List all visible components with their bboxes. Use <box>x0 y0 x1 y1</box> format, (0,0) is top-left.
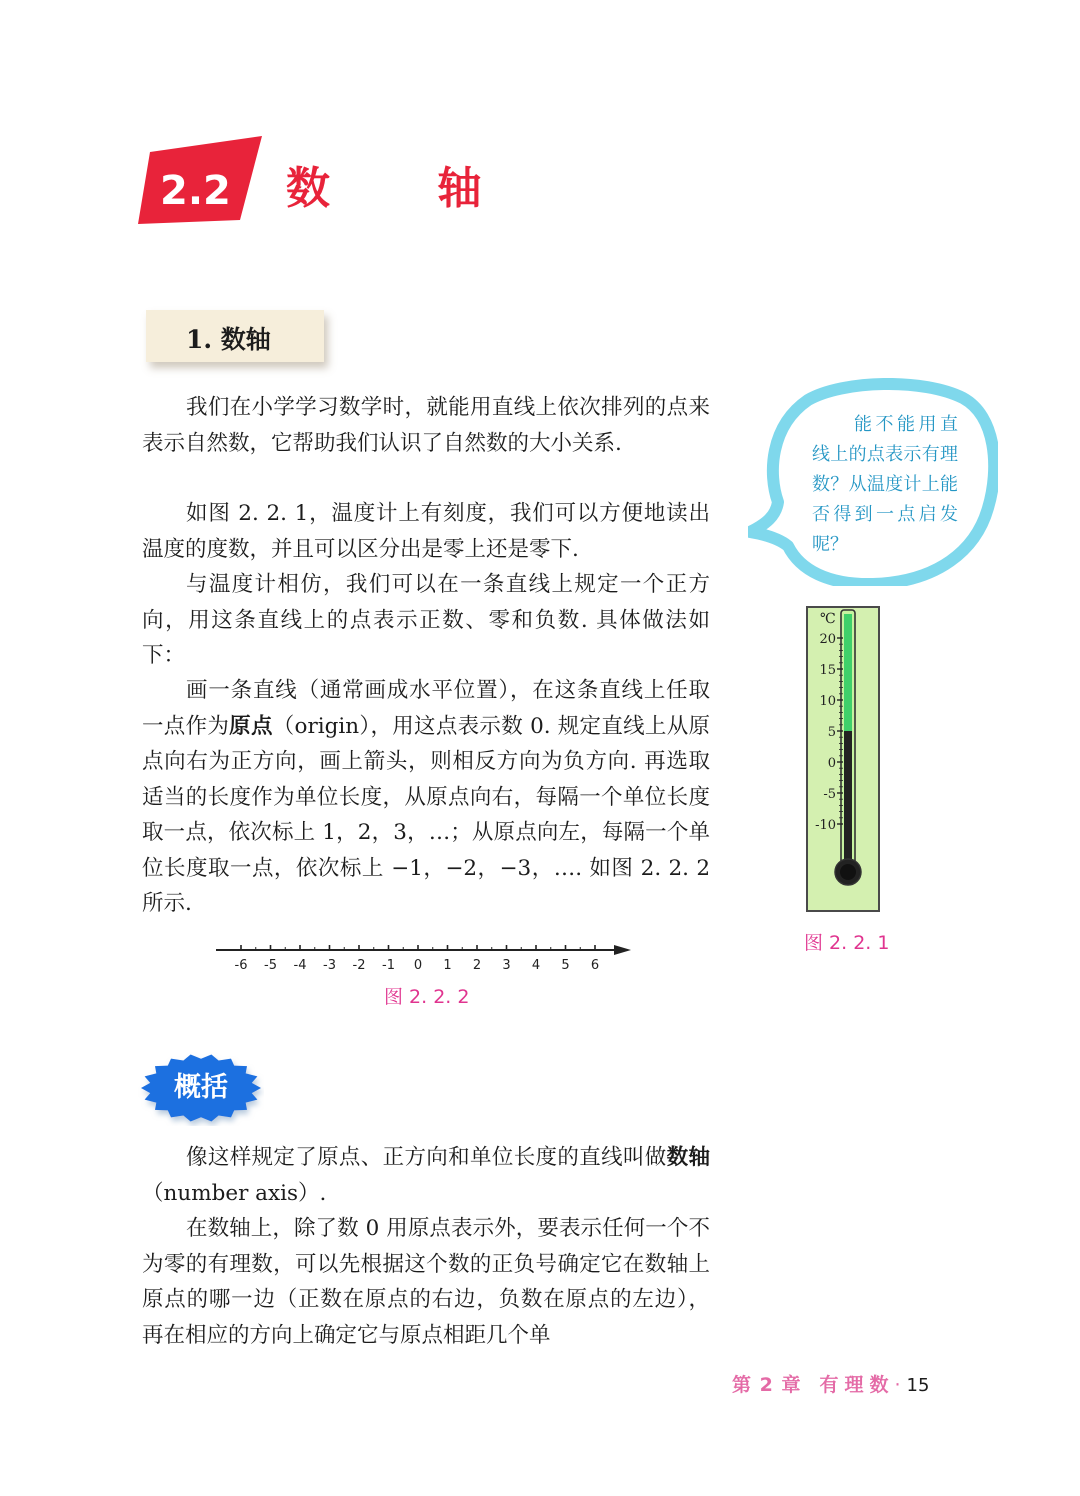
page-footer <box>732 1370 929 1397</box>
number-line-label: -6 <box>234 958 248 973</box>
number-line-label: 0 <box>413 958 423 973</box>
number-line-arrow <box>614 945 631 955</box>
section-number-badge <box>138 134 264 226</box>
figure-caption-2-2-1: 图 2. 2. 1 <box>804 932 890 954</box>
number-line-label: -3 <box>323 958 336 973</box>
summary-label: 概括 <box>174 1072 228 1103</box>
p4-text-b: （origin），用这点表示数 0. 规定直线上从原点向右为正方向，画上箭头，则相反方向为负方向. 再选取适当的长度作为单位长度，从原点向右，每隔一个单位长度取一点，依次标上 1，2，3，…；从原点向左，每隔一个单位长度取一点，依次标上 −1，−2，−3，…. 如图 2. 2. 2 所示. <box>142 713 710 916</box>
subsection-tab <box>146 310 324 362</box>
summary-badge <box>138 1050 264 1126</box>
number-line-label: -2 <box>352 958 366 973</box>
footer-title: 有理数 <box>819 1374 895 1396</box>
page-number: 15 <box>906 1375 930 1396</box>
section-number: 2.2 <box>160 168 231 214</box>
section-title: 数 轴 <box>286 163 528 214</box>
thermometer-scale-label: 15 <box>819 663 836 678</box>
thermometer-figure <box>806 606 880 912</box>
paragraph-1: 我们在小学学习数学时，就能用直线上依次排列的点来表示自然数，它帮助我们认识了自然数的大小关系. <box>142 395 710 456</box>
paragraph-4 <box>142 673 710 922</box>
thermometer-scale-label: -5 <box>823 787 836 802</box>
number-line-label: -1 <box>382 958 395 973</box>
footer-separator: · <box>894 1374 901 1396</box>
thermometer-unit: ℃ <box>820 611 836 627</box>
number-line-label: -5 <box>264 958 277 973</box>
thermometer-scale-label: 10 <box>819 694 836 709</box>
figure-caption-2-2-2: 图 2. 2. 2 <box>384 986 470 1008</box>
thermometer-scale-label: 5 <box>827 725 836 740</box>
number-line-label: -4 <box>293 958 307 973</box>
p5-text-b: （number axis）. <box>142 1180 327 1206</box>
bubble-text: 能不能用直线上的点表示有理数？从温度计上能否得到一点启发呢？ <box>812 414 958 555</box>
p5-text-a: 像这样规定了原点、正方向和单位长度的直线叫做 <box>186 1145 667 1170</box>
thermometer-tube-fill-upper <box>844 614 852 731</box>
paragraph-3: 与温度计相仿，我们可以在一条直线上规定一个正方向，用这条直线上的点表示正数、零和负数. 具体做法如下： <box>142 572 710 668</box>
paragraph-2: 如图 2. 2. 1，温度计上有刻度，我们可以方便地读出温度的度数，并且可以区分出是零上还是零下. <box>142 501 710 562</box>
term-number-axis: 数轴 <box>666 1145 710 1170</box>
term-origin: 原点 <box>229 713 273 739</box>
p4-text-a: 画一条直线（通常画成水平位置），在这条直线上任取一点作为 <box>142 678 710 739</box>
number-line-figure <box>210 938 635 978</box>
thermometer-mercury <box>844 731 852 862</box>
number-line-label: 3 <box>502 958 511 973</box>
number-line-label: 5 <box>561 958 570 973</box>
number-line-label: 2 <box>472 958 482 973</box>
number-line-label: 4 <box>531 958 541 973</box>
thermometer-scale-label: 0 <box>827 756 836 771</box>
subsection-label: 1. 数轴 <box>186 325 271 354</box>
paragraph-6: 在数轴上，除了数 0 用原点表示外，要表示任何一个不为零的有理数，可以先根据这个数的正负号确定它在数轴上原点的哪一边（正数在原点的右边，负数在原点的左边），再在相应的方向上确定它与原点相距几个单 <box>142 1216 710 1348</box>
number-line-label: 1 <box>443 958 452 973</box>
thermometer-scale-label: 20 <box>819 632 836 647</box>
paragraph-5 <box>142 1140 710 1211</box>
number-line-label: 6 <box>590 958 600 973</box>
thermometer-scale-label: -10 <box>815 818 836 833</box>
footer-chapter: 第 2 章 <box>732 1374 802 1396</box>
